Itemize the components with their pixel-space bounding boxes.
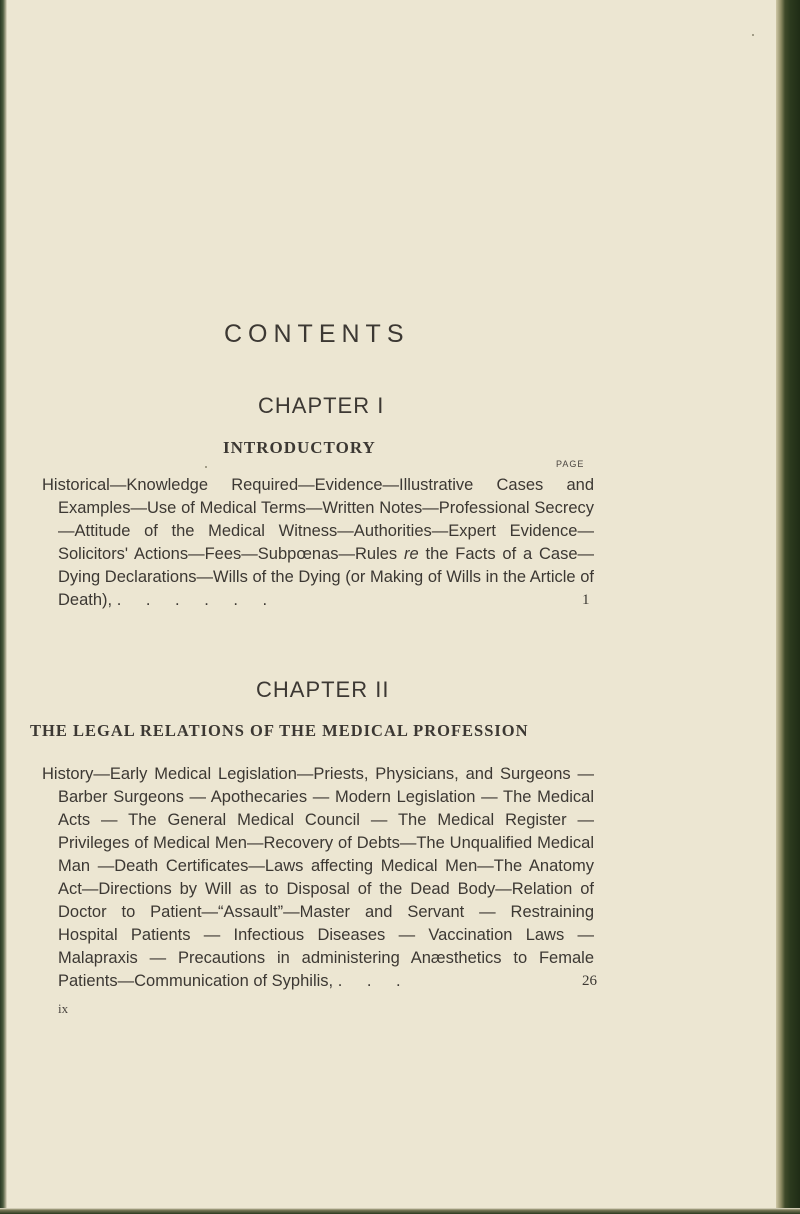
paper-speck — [205, 466, 207, 468]
chapter-1-subtitle: INTRODUCTORY — [223, 438, 376, 457]
chapter-1-dot-leader: . . . . . . — [116, 591, 278, 609]
chapter-2-heading: CHAPTER II — [256, 677, 390, 702]
paper-speck — [752, 34, 754, 36]
book-edge-right — [776, 0, 800, 1214]
chapter-2-subtitle: THE LEGAL RELATIONS OF THE MEDICAL PROFESSION — [30, 721, 529, 740]
chapter-2-entry-text: History—Early Medical Legislation—Priests, Physicians, and Surgeons — Barber Surgeons — Apothecaries — Modern Legislation — The Medical Acts — The General Medical Council — The Medical Register — Privileges of Medical Men—Recovery of Debts—The Unqualified Medical Man —Death Certificates—Laws affecting Medical Men—The Anatomy Act—Directions by Will as to Disposal of the Dead Body—Relation of Doctor to Patient—“Assault”—Master and Servant — Restraining Hospital Patients — Infectious Diseases — Vaccination Laws — Malapraxis — Precautions in administering Anæsthetics to Female Patients—Communication of Syphilis, — [42, 765, 594, 990]
chapter-2-dot-leader: . . . — [337, 972, 411, 990]
page-column-label: PAGE — [556, 459, 585, 469]
chapter-1-entry-italic: re — [404, 545, 419, 563]
chapter-1-entry-text: Historical—Knowledge Required—Evidence—Illustrative Cases and Examples—Use of Medical Terms—Written Notes—Professional Secrecy—Attitude of the Medical Witness—Authorities—Expert Evidence—Solicitors' Actions—Fees—Subpœnas—Rules — [42, 476, 594, 563]
page-title: CONTENTS — [224, 320, 410, 348]
chapter-1-entry-text-after: the Facts of a Case—Dying Declarations—Wills of the Dying (or Making of Wills in the Article of Death), — [58, 545, 594, 609]
chapter-2-entry: History—Early Medical Legislation—Priests, Physicians, and Surgeons — Barber Surgeons — Apothecaries — Modern Legislation — The Medical Acts — The General Medical Council — The Medical Register — Privileges of Medical Men—Recovery of Debts—The Unqualified Medical Man —Death Certificates—Laws affecting Medical Men—The Anatomy Act—Directions by Will as to Disposal of the Dead Body—Relation of Doctor to Patient—“Assault”—Master and Servant — Restraining Hospital Patients — Infectious Diseases — Vaccination Laws — Malapraxis — Precautions in administering Anæsthetics to Female Patients—Communication of Syphilis, . . . 26 — [42, 765, 597, 990]
folio-page-number: ix — [58, 1001, 69, 1016]
chapter-1-entry: Historical—Knowledge Required—Evidence—Illustrative Cases and Examples—Use of Medical Terms—Written Notes—Professional Secrecy—Attitude of the Medical Witness—Authorities—Expert Evidence—Solicitors' Actions—Fees—Subpœnas—Rules re the Facts of a Case—Dying Declarations—Wills of the Dying (or Making of Wills in the Article of Death), . . . . . . 1 — [42, 476, 594, 609]
chapter-1-heading: CHAPTER I — [258, 393, 385, 418]
